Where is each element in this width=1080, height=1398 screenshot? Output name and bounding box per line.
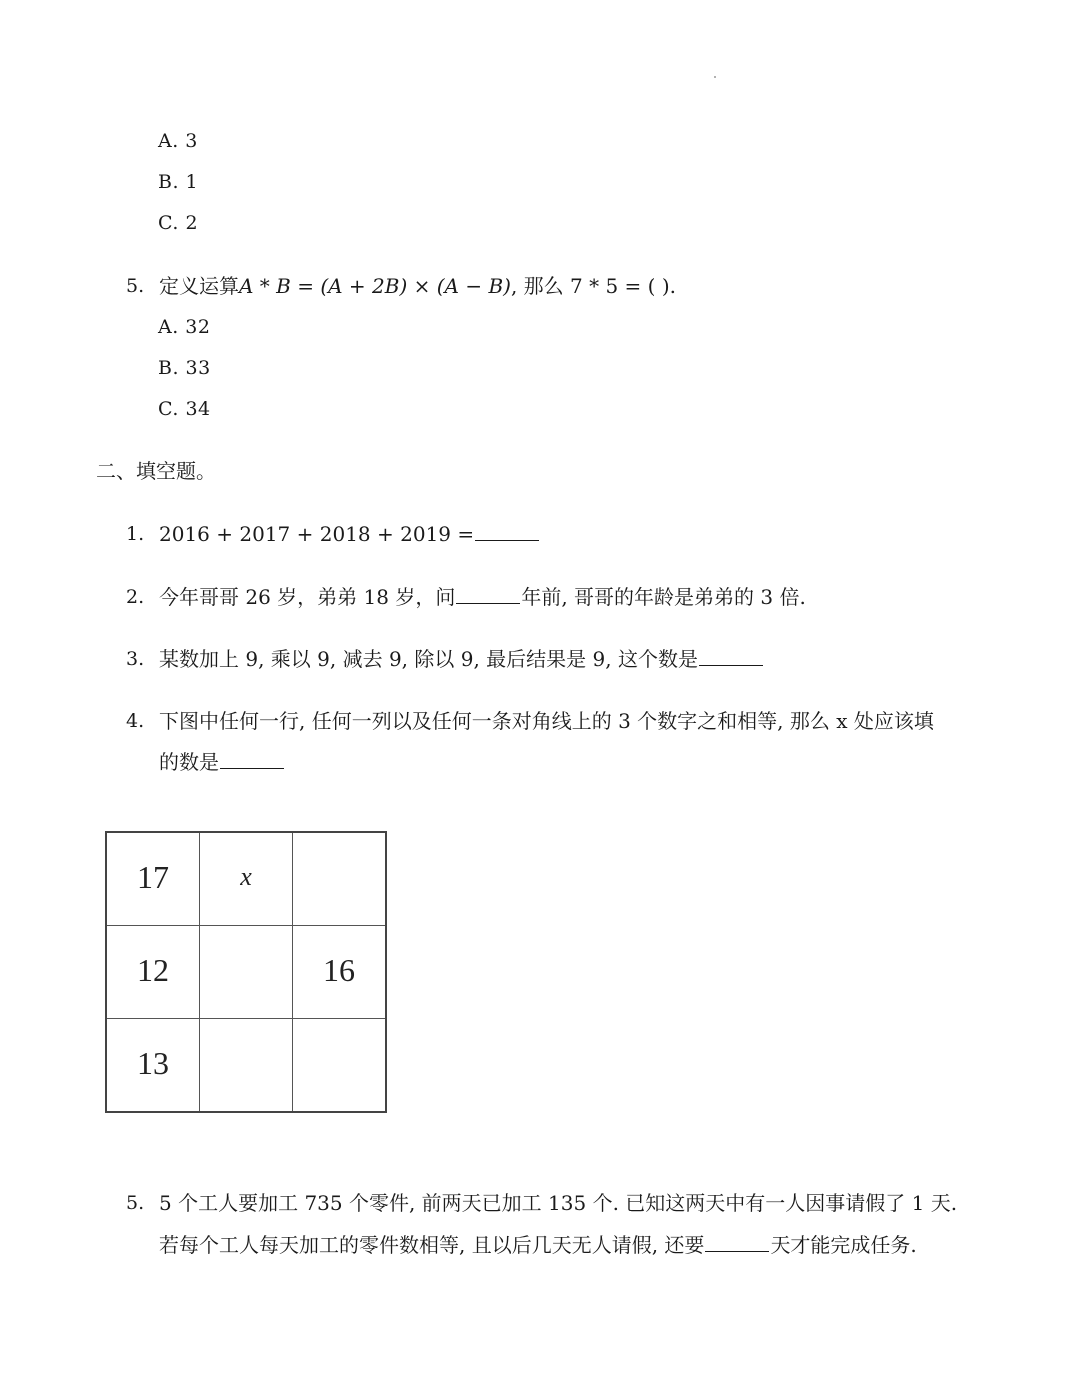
grid-cell: 16: [293, 926, 385, 1019]
answer-blank: [699, 645, 763, 666]
fill-4-number: 4.: [126, 710, 145, 732]
fill-1-formula: 2016 + 2017 + 2018 + 2019 =: [159, 522, 475, 546]
fill-2-text: [159, 583, 806, 611]
grid-cell: [293, 1019, 385, 1111]
fill-3-number: 3.: [126, 648, 145, 670]
fill-2-part-2: 年前, 哥哥的年龄是弟弟的 3 倍.: [521, 585, 806, 609]
fill-5-line-1: 5 个工人要加工 735 个零件, 前两天已加工 135 个. 已知这两天中有一人因事请假了 1 天.: [159, 1191, 958, 1215]
fill-1-text: [159, 520, 540, 548]
grid-cell: [200, 1019, 293, 1111]
q5-text-after: , 那么 7 * 5 = ( ).: [510, 274, 676, 298]
scan-speck: [714, 76, 716, 78]
q5-formula: A * B = (A + 2B) × (A − B): [239, 274, 511, 298]
answer-blank: [220, 748, 284, 769]
grid-cell: [293, 833, 385, 926]
grid-cell-x: [200, 833, 293, 926]
fill-4-line-2-text: 的数是: [159, 750, 219, 774]
fill-3-text: [159, 645, 764, 673]
grid-cell: 13: [107, 1019, 200, 1111]
q5-stem: [159, 272, 676, 300]
q5-option-b: B. 33: [158, 357, 211, 379]
section-title: 二、填空题。: [96, 459, 216, 483]
fill-5-number: 5.: [126, 1192, 145, 1214]
fill-5-line-2: [159, 1231, 917, 1259]
answer-blank: [705, 1231, 769, 1252]
grid-cell: 12: [107, 926, 200, 1019]
fill-4-line-2: [159, 748, 285, 776]
fill-2-number: 2.: [126, 586, 145, 608]
q5-option-a: A. 32: [158, 316, 211, 338]
fill-2-part-1: 今年哥哥 26 岁，弟弟 18 岁，问: [159, 585, 456, 609]
fill-3-part-1: 某数加上 9, 乘以 9, 减去 9, 除以 9, 最后结果是 9, 这个数是: [159, 647, 698, 671]
option-c-prev: C. 2: [158, 212, 199, 234]
magic-square-grid: [105, 831, 387, 1113]
q5-number: 5.: [126, 275, 145, 297]
grid-cell: 17: [107, 833, 200, 926]
answer-blank: [475, 520, 539, 541]
answer-blank: [456, 583, 520, 604]
fill-5-part-1: 若每个工人每天加工的零件数相等, 且以后几天无人请假, 还要: [159, 1233, 705, 1257]
unknown-x: x: [240, 862, 252, 891]
option-b-prev: B. 1: [158, 171, 199, 193]
q5-option-c: C. 34: [158, 398, 211, 420]
grid-cell: [200, 926, 293, 1019]
q5-text-before: 定义运算: [159, 274, 239, 298]
fill-5-part-2: 天才能完成任务.: [770, 1233, 917, 1257]
option-a-prev: A. 3: [158, 130, 198, 152]
fill-4-line-1: 下图中任何一行, 任何一列以及任何一条对角线上的 3 个数字之和相等, 那么 x 处应该填: [159, 709, 934, 733]
fill-1-number: 1.: [126, 523, 145, 545]
